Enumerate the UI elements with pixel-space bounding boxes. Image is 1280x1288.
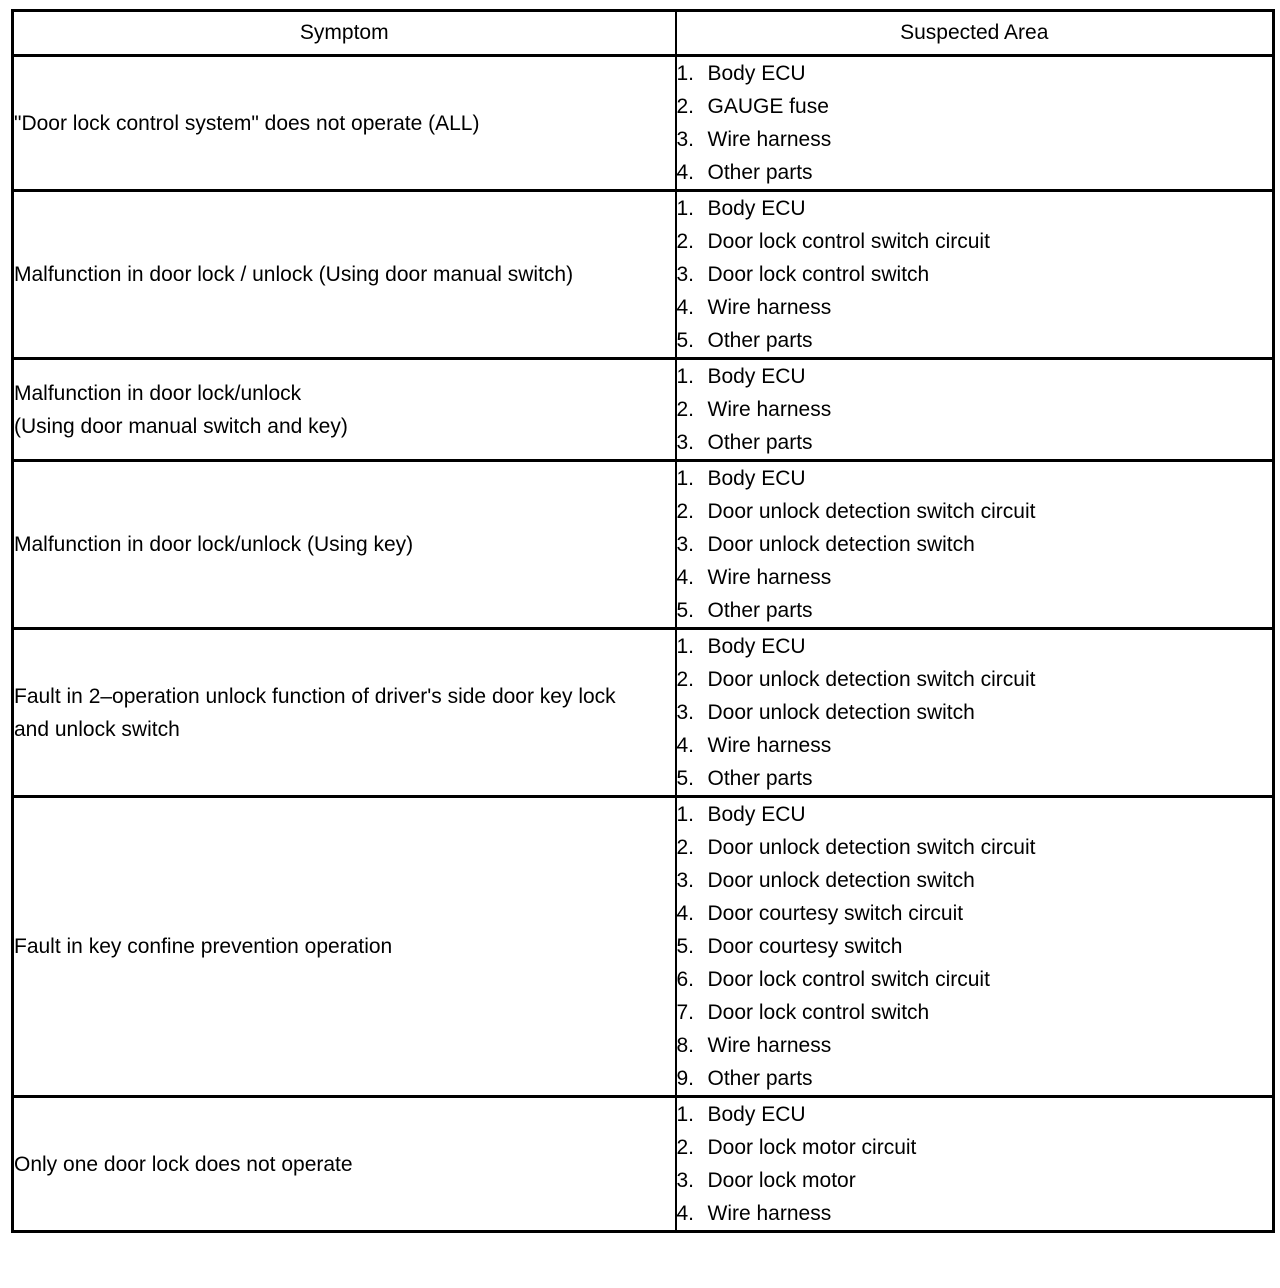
suspected-area-text: Other parts <box>707 767 813 790</box>
list-number: 2. <box>676 668 695 691</box>
suspected-area-cell <box>676 797 1274 1097</box>
suspected-area-item <box>677 360 1273 393</box>
suspected-area-text: Door lock control switch <box>707 263 930 286</box>
suspected-area-item <box>677 762 1273 795</box>
list-number: 5. <box>676 935 695 958</box>
list-number: 1. <box>676 365 695 388</box>
list-number: 8. <box>676 1034 695 1057</box>
suspected-area-text: Other parts <box>707 1067 813 1090</box>
table-row <box>13 1097 1274 1232</box>
list-number: 4. <box>676 566 695 589</box>
suspected-area-cell <box>676 1097 1274 1232</box>
suspected-area-item <box>677 930 1273 963</box>
suspected-area-list <box>677 798 1273 1095</box>
list-number: 4. <box>676 296 695 319</box>
suspected-area-cell <box>676 191 1274 359</box>
suspected-area-text: Door unlock detection switch <box>707 701 975 724</box>
suspected-area-text: Door lock motor circuit <box>707 1136 917 1159</box>
suspected-area-text: Body ECU <box>707 197 806 220</box>
symptom-text: "Door lock control system" does not operate (ALL) <box>14 111 480 135</box>
table-row <box>13 629 1274 797</box>
suspected-area-text: Wire harness <box>707 1034 832 1057</box>
list-number: 4. <box>676 734 695 757</box>
list-number: 1. <box>676 467 695 490</box>
table-row <box>13 461 1274 629</box>
suspected-area-item <box>677 963 1273 996</box>
symptom-cell <box>13 1097 676 1232</box>
suspected-area-cell <box>676 56 1274 191</box>
suspected-area-text: Door courtesy switch <box>707 935 903 958</box>
list-number: 1. <box>676 1103 695 1126</box>
list-number: 3. <box>676 701 695 724</box>
suspected-area-text: Wire harness <box>707 296 832 319</box>
suspected-area-item <box>677 90 1273 123</box>
suspected-area-item <box>677 630 1273 663</box>
suspected-area-item <box>677 561 1273 594</box>
suspected-area-text: Door lock control switch circuit <box>707 968 990 991</box>
list-number: 9. <box>676 1067 695 1090</box>
suspected-area-item <box>677 594 1273 627</box>
suspected-area-text: Door lock control switch <box>707 1001 930 1024</box>
suspected-area-item <box>677 831 1273 864</box>
list-number: 3. <box>676 263 695 286</box>
table-header-row <box>13 11 1274 56</box>
suspected-area-item <box>677 1197 1273 1230</box>
suspected-area-text: Door unlock detection switch <box>707 869 975 892</box>
suspected-area-text: Wire harness <box>707 734 832 757</box>
suspected-area-item <box>677 1062 1273 1095</box>
suspected-area-text: Body ECU <box>707 62 806 85</box>
list-number: 5. <box>676 599 695 622</box>
suspected-area-text: Body ECU <box>707 365 806 388</box>
suspected-area-item <box>677 225 1273 258</box>
suspected-area-item <box>677 663 1273 696</box>
symptom-cell <box>13 56 676 191</box>
symptom-cell <box>13 359 676 461</box>
suspected-area-item <box>677 324 1273 357</box>
suspected-area-text: Body ECU <box>707 803 806 826</box>
suspected-area-text: Body ECU <box>707 635 806 658</box>
suspected-area-text: Wire harness <box>707 398 832 421</box>
suspected-area-item <box>677 1098 1273 1131</box>
symptom-cell <box>13 629 676 797</box>
suspected-area-text: Other parts <box>707 161 813 184</box>
list-number: 2. <box>676 1136 695 1159</box>
list-number: 2. <box>676 95 695 118</box>
list-number: 4. <box>676 161 695 184</box>
suspected-area-item <box>677 798 1273 831</box>
symptom-cell <box>13 797 676 1097</box>
list-number: 1. <box>676 62 695 85</box>
suspected-area-item <box>677 864 1273 897</box>
suspected-area-text: Wire harness <box>707 1202 832 1225</box>
list-number: 4. <box>676 902 695 925</box>
suspected-area-item <box>677 1131 1273 1164</box>
suspected-area-item <box>677 156 1273 189</box>
symptom-cell <box>13 191 676 359</box>
list-number: 6. <box>676 968 695 991</box>
symptom-text: Only one door lock does not operate <box>14 1152 353 1176</box>
symptom-text: Fault in key confine prevention operation <box>14 935 393 958</box>
list-number: 3. <box>676 128 695 151</box>
suspected-area-text: Door unlock detection switch circuit <box>707 836 1036 859</box>
suspected-area-text: Door lock motor <box>707 1169 856 1192</box>
list-number: 3. <box>676 431 695 454</box>
symptom-text: and unlock switch <box>14 717 180 741</box>
symptom-text: Malfunction in door lock/unlock <box>14 381 302 405</box>
symptom-text: Malfunction in door lock/unlock (Using key) <box>14 533 414 556</box>
suspected-area-item <box>677 729 1273 762</box>
suspected-area-item <box>677 696 1273 729</box>
symptom-text: Fault in 2–operation unlock function of driver's side door key lock <box>14 684 616 708</box>
list-number: 3. <box>676 533 695 556</box>
suspected-area-list <box>677 462 1273 627</box>
suspected-area-text: Door lock control switch circuit <box>707 230 990 253</box>
table-body <box>13 56 1274 1232</box>
suspected-area-item <box>677 528 1273 561</box>
suspected-area-text: Other parts <box>707 431 813 454</box>
suspected-area-item <box>677 897 1273 930</box>
list-number: 7. <box>676 1001 695 1024</box>
list-number: 2. <box>676 398 695 421</box>
list-number: 2. <box>676 230 695 253</box>
symptom-column-header: Symptom <box>13 11 676 56</box>
suspected-area-cell <box>676 629 1274 797</box>
suspected-area-text: Body ECU <box>707 1103 806 1126</box>
list-number: 1. <box>676 635 695 658</box>
suspected-area-item <box>677 426 1273 459</box>
suspected-area-list <box>677 57 1273 189</box>
suspected-area-list <box>677 192 1273 357</box>
suspected-area-item <box>677 57 1273 90</box>
suspected-area-text: Wire harness <box>707 566 832 589</box>
list-number: 5. <box>676 329 695 352</box>
list-number: 1. <box>676 197 695 220</box>
suspected-area-item <box>677 291 1273 324</box>
list-number: 4. <box>676 1202 695 1225</box>
suspected-area-column-header: Suspected Area <box>676 11 1274 56</box>
suspected-area-list <box>677 630 1273 795</box>
suspected-area-list <box>677 1098 1273 1230</box>
suspected-area-item <box>677 996 1273 1029</box>
suspected-area-text: Door unlock detection switch circuit <box>707 668 1036 691</box>
suspected-area-text: Other parts <box>707 599 813 622</box>
suspected-area-item <box>677 123 1273 156</box>
suspected-area-item <box>677 393 1273 426</box>
suspected-area-list <box>677 360 1273 459</box>
suspected-area-text: Door unlock detection switch <box>707 533 975 556</box>
list-number: 2. <box>676 836 695 859</box>
table-row <box>13 56 1274 191</box>
suspected-area-text: Wire harness <box>707 128 832 151</box>
suspected-area-item <box>677 462 1273 495</box>
suspected-area-item <box>677 1029 1273 1062</box>
troubleshooting-table <box>11 9 1275 1233</box>
symptom-text: Malfunction in door lock / unlock (Using door manual switch) <box>14 263 574 286</box>
symptom-text: (Using door manual switch and key) <box>14 414 348 438</box>
table-row <box>13 359 1274 461</box>
list-number: 5. <box>676 767 695 790</box>
suspected-area-cell <box>676 359 1274 461</box>
list-number: 2. <box>676 500 695 523</box>
list-number: 3. <box>676 869 695 892</box>
suspected-area-text: GAUGE fuse <box>707 95 829 118</box>
suspected-area-text: Other parts <box>707 329 813 352</box>
suspected-area-text: Body ECU <box>707 467 806 490</box>
list-number: 1. <box>676 803 695 826</box>
table-row <box>13 797 1274 1097</box>
symptom-cell <box>13 461 676 629</box>
table-row <box>13 191 1274 359</box>
suspected-area-item <box>677 258 1273 291</box>
suspected-area-item <box>677 1164 1273 1197</box>
suspected-area-cell <box>676 461 1274 629</box>
suspected-area-text: Door unlock detection switch circuit <box>707 500 1036 523</box>
suspected-area-item <box>677 192 1273 225</box>
suspected-area-item <box>677 495 1273 528</box>
suspected-area-text: Door courtesy switch circuit <box>707 902 964 925</box>
list-number: 3. <box>676 1169 695 1192</box>
